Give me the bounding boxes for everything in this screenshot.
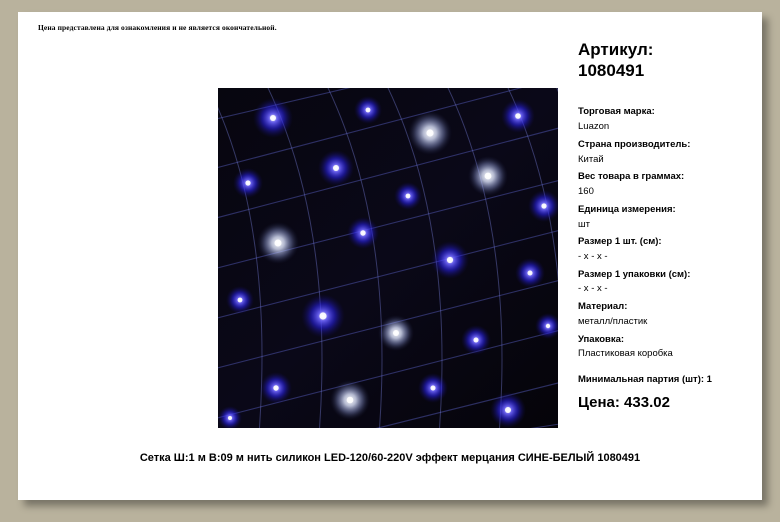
spec-value-country: Китай (578, 153, 604, 165)
document-page (18, 12, 762, 500)
spec-key-weight: Вес товара в граммах: (578, 171, 685, 183)
spec-list (578, 105, 758, 362)
led-net-light-photo (218, 88, 558, 428)
product-info-column (578, 40, 758, 411)
price-value: Цена: 433.02 (578, 393, 670, 411)
spec-value-material: металл/пластик (578, 315, 648, 327)
spec-key-material: Материал: (578, 301, 628, 313)
document-sheet (18, 12, 762, 500)
spec-key-unit: Единица измерения: (578, 203, 676, 215)
spec-value-packaging: Пластиковая коробка (578, 348, 673, 360)
spec-value-brand: Luazon (578, 121, 610, 133)
spec-key-country: Страна производитель: (578, 138, 691, 150)
spec-key-brand: Торговая марка: (578, 106, 655, 118)
spec-value-weight: 160 (578, 186, 594, 198)
sku-label: Артикул: (578, 40, 654, 59)
sku-value: 1080491 (578, 60, 645, 80)
minimum-lot: Минимальная партия (шт): 1 (578, 373, 712, 385)
spec-value-unit: шт (578, 218, 590, 230)
spec-key-package-size: Размер 1 упаковки (см): (578, 268, 691, 280)
price-disclaimer: Цена представлена для ознакомления и не является окончательной. (38, 23, 277, 32)
spec-value-package-size: - x - x - (578, 283, 608, 295)
product-title: Сетка Ш:1 м В:09 м нить силикон LED-120/60-220V эффект мерцания СИНЕ-БЕЛЫЙ 1080491 (139, 452, 641, 464)
spec-value-item-size: - x - x - (578, 250, 608, 262)
product-photo (218, 88, 558, 428)
spec-key-packaging: Упаковка: (578, 333, 625, 345)
spec-key-item-size: Размер 1 шт. (см): (578, 236, 662, 248)
